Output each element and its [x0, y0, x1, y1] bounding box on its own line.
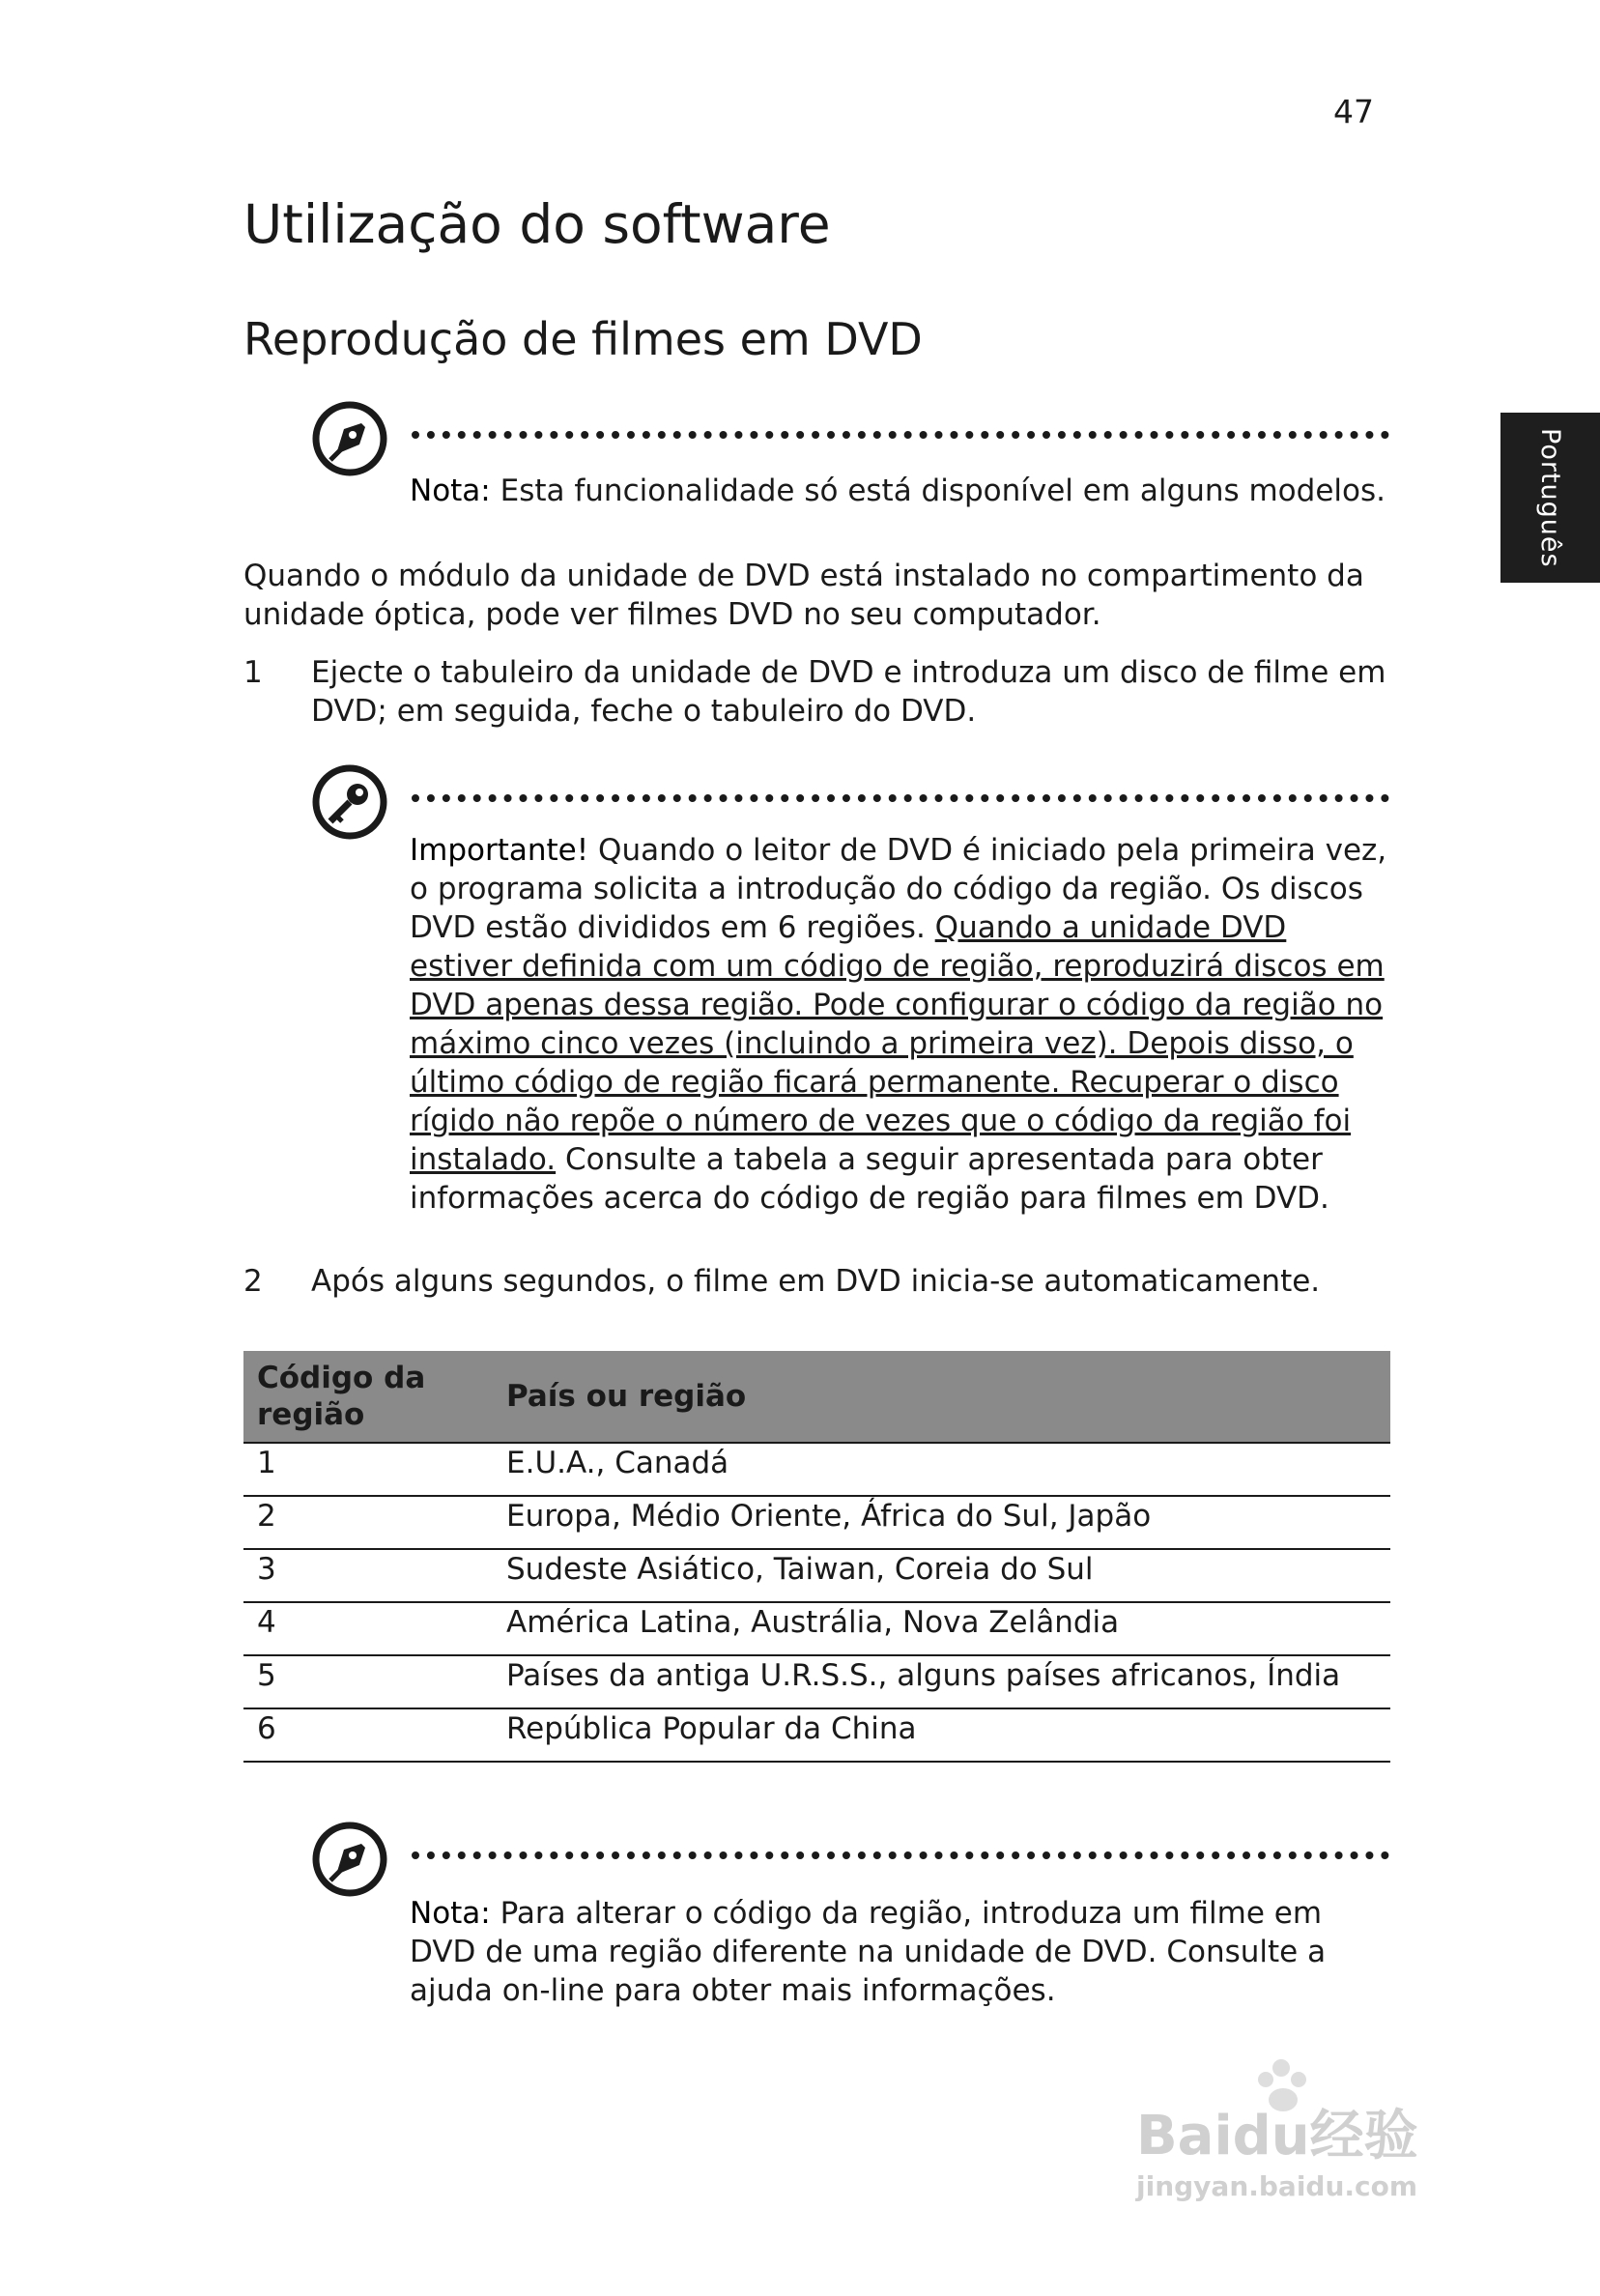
region-code: 4 [243, 1602, 493, 1655]
note-block [410, 1894, 1390, 2010]
note-label: Nota: [410, 474, 491, 508]
table-row [243, 1602, 1390, 1655]
important-block [410, 831, 1390, 1218]
note-label: Nota: [410, 1896, 491, 1931]
region-code: 3 [243, 1549, 493, 1602]
note-text: Para alterar o código da região, introduza um filme em DVD de uma região diferente na unidade de DVD. Consulte a ajuda on-line para obter mais informações. [410, 1896, 1327, 2008]
step-number: 2 [243, 1264, 263, 1299]
column-header: País ou região [493, 1351, 1390, 1443]
note-divider [412, 431, 1389, 439]
note-divider [412, 1851, 1389, 1859]
watermark-url: jingyan.baidu.com [1136, 2170, 1418, 2202]
important-text: Quando o leitor de DVD é iniciado pela primeira vez, o programa solicita a introdução do código da região. Os discos DVD estão divididos em 6 regiões. [410, 833, 1387, 945]
table-header-row [243, 1351, 1390, 1443]
section-title: Reprodução de filmes em DVD [243, 313, 923, 365]
region-countries: Europa, Médio Oriente, África do Sul, Japão [493, 1496, 1390, 1549]
note-block [410, 472, 1395, 510]
table-row [243, 1443, 1390, 1496]
region-countries: Sudeste Asiático, Taiwan, Coreia do Sul [493, 1549, 1390, 1602]
step-text: Após alguns segundos, o filme em DVD inicia-se automaticamente. [311, 1264, 1321, 1299]
page-number: 47 [1333, 93, 1374, 130]
note-icon [311, 400, 388, 481]
region-countries: República Popular da China [493, 1708, 1390, 1762]
region-countries: Países da antiga U.R.S.S., alguns países africanos, Índia [493, 1655, 1390, 1708]
note-text: Esta funcionalidade só está disponível em alguns modelos. [500, 474, 1386, 508]
region-table [243, 1351, 1390, 1763]
table-row [243, 1708, 1390, 1762]
language-tab-label: Português [1535, 427, 1565, 568]
region-code: 2 [243, 1496, 493, 1549]
important-text-end: Consulte a tabela a seguir apresentada para obter informações acerca do código de região para filmes em DVD. [410, 1142, 1329, 1216]
region-code: 5 [243, 1655, 493, 1708]
page-title: Utilização do software [243, 193, 831, 255]
watermark-brand: Baidu经验 [1136, 2105, 1418, 2167]
step-text: Ejecte o tabuleiro da unidade de DVD e introduza um disco de filme em DVD; em seguida, feche o tabuleiro do DVD. [311, 655, 1386, 729]
step-number: 1 [243, 655, 263, 690]
key-icon [311, 763, 388, 845]
region-countries: América Latina, Austrália, Nova Zelândia [493, 1602, 1390, 1655]
language-tab [1500, 413, 1600, 583]
region-countries: E.U.A., Canadá [493, 1443, 1390, 1496]
column-header: Código da região [243, 1351, 493, 1443]
important-label: Importante! [410, 833, 589, 868]
region-code: 6 [243, 1708, 493, 1762]
important-divider [412, 794, 1389, 802]
important-underlined-text: Quando a unidade DVD estiver definida com um código de região, reproduzirá discos em DVD apenas dessa região. Pode configurar o código da região no máximo cinco vezes (incluindo a primeira vez). Depois disso, o último código de região ficará permanente. Recuperar o disco rígido não repõe o número de vezes que o código da região foi instalado. [410, 910, 1385, 1177]
table-row [243, 1655, 1390, 1708]
region-code: 1 [243, 1443, 493, 1496]
table-row [243, 1549, 1390, 1602]
table-row [243, 1496, 1390, 1549]
intro-paragraph: Quando o módulo da unidade de DVD está instalado no compartimento da unidade óptica, pode ver filmes DVD no seu computador. [243, 559, 1364, 632]
note-icon [311, 1821, 388, 1902]
